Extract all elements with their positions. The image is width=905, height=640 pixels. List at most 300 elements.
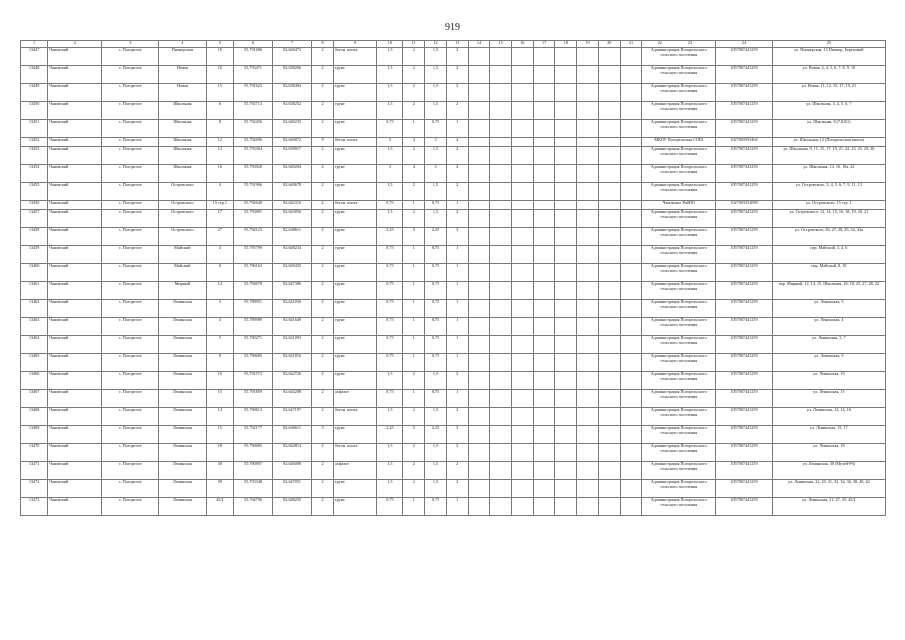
cell-empty: [468, 354, 490, 372]
cell-empty: [620, 210, 642, 228]
cell-inn: 1057007441259: [716, 102, 773, 120]
cell-empty: [512, 354, 534, 372]
cell-latitude: 55.790685: [233, 444, 272, 462]
cell-empty: [620, 120, 642, 138]
column-header-10: 10: [377, 41, 403, 48]
cell-empty: [577, 318, 599, 336]
cell-latitude: 55.789989: [233, 318, 272, 336]
cell-empty: [512, 336, 534, 354]
cell-district: Чановский: [48, 138, 102, 147]
cell-empty: [577, 372, 599, 390]
cell-empty: [533, 282, 555, 300]
cell-owner: Чановское РайПО: [642, 201, 716, 210]
cell-latitude: 55.793471: [233, 66, 272, 84]
cell-surface: бетон. плита: [333, 444, 376, 462]
cell-empty: [555, 246, 577, 264]
cell-surface: грунт: [333, 66, 376, 84]
cell-district: Чановский: [48, 462, 102, 480]
cell-surface: грунт: [333, 210, 376, 228]
cell-empty: [577, 390, 599, 408]
cell-col14: 2: [446, 444, 468, 462]
cell-col12: 2: [403, 372, 425, 390]
cell-empty: [533, 210, 555, 228]
cell-empty: [533, 480, 555, 498]
cell-empty: [555, 282, 577, 300]
cell-col8: 2: [312, 480, 334, 498]
cell-empty: [468, 120, 490, 138]
cell-empty: [533, 300, 555, 318]
cell-empty: [555, 336, 577, 354]
cell-col12: 2: [403, 102, 425, 120]
cell-number: 13449: [21, 84, 48, 102]
cell-address: ул. Ленинская, 4: [772, 318, 885, 336]
cell-empty: [620, 102, 642, 120]
cell-col8: 2: [312, 336, 334, 354]
column-header-2: 2: [48, 41, 102, 48]
cell-empty: [598, 165, 620, 183]
cell-col12: 2: [403, 183, 425, 201]
cell-number: 13460: [21, 264, 48, 282]
cell-latitude: 55.790613: [233, 408, 272, 426]
cell-col11: 1,5: [377, 210, 403, 228]
cell-col8: 2: [312, 354, 334, 372]
cell-col14: 2: [446, 147, 468, 165]
cell-district: Чановский: [48, 66, 102, 84]
cell-col11: 1,5: [377, 102, 403, 120]
cell-empty: [577, 84, 599, 102]
cell-empty: [468, 264, 490, 282]
cell-address: ул. Ленинская, 30 (Музей-Рб): [772, 462, 885, 480]
cell-surface: грунт: [333, 318, 376, 336]
table-row: [21, 138, 886, 147]
cell-inn: 1057007441259: [716, 228, 773, 246]
column-header-6: 6: [233, 41, 272, 48]
cell-col8: 2: [312, 390, 334, 408]
cell-longitude: 82.646008: [273, 462, 312, 480]
cell-empty: [620, 147, 642, 165]
cell-empty: [468, 426, 490, 444]
cell-surface: грунт: [333, 102, 376, 120]
cell-number: 13467: [21, 390, 48, 408]
cell-owner: Администрация Погорельского сельского поселения: [642, 84, 716, 102]
cell-inn: 1057007441259: [716, 210, 773, 228]
cell-empty: [555, 354, 577, 372]
cell-longitude: 82.640235: [273, 120, 312, 138]
cell-owner: Администрация Погорельского сельского поселения: [642, 120, 716, 138]
cell-inn: 1057007441259: [716, 444, 773, 462]
cell-col13: 0,75: [425, 120, 447, 138]
table-row: [21, 282, 886, 300]
table-row: [21, 84, 886, 102]
cell-surface: грунт: [333, 165, 376, 183]
cell-district: Чановский: [48, 228, 102, 246]
cell-empty: [490, 372, 512, 390]
cell-empty: [490, 138, 512, 147]
cell-village: с. Погорелое: [102, 336, 159, 354]
cell-district: Чановский: [48, 264, 102, 282]
cell-inn: 1057007441259: [716, 246, 773, 264]
cell-inn: 1057007441259: [716, 183, 773, 201]
cell-empty: [533, 462, 555, 480]
cell-surface: грунт: [333, 264, 376, 282]
cell-col12: 2: [403, 84, 425, 102]
cell-col12: 4: [403, 165, 425, 183]
cell-empty: [490, 147, 512, 165]
cell-col11: 2,25: [377, 228, 403, 246]
cell-empty: [620, 300, 642, 318]
cell-empty: [533, 84, 555, 102]
cell-owner: Администрация Погорельского сельского поселения: [642, 426, 716, 444]
cell-empty: [468, 282, 490, 300]
cell-col11: 0,75: [377, 264, 403, 282]
cell-empty: [468, 165, 490, 183]
cell-address: ул. Школьная, 9, 11, 15, 17, 19, 21, 22, 23, 25, 29, 30: [772, 147, 885, 165]
cell-house: 43/1: [206, 498, 233, 516]
cell-empty: [620, 246, 642, 264]
cell-inn: 1027003593464: [716, 138, 773, 147]
cell-empty: [555, 201, 577, 210]
cell-latitude: 55.791573: [233, 372, 272, 390]
cell-empty: [555, 300, 577, 318]
cell-surface: грунт: [333, 246, 376, 264]
cell-empty: [468, 48, 490, 66]
cell-col14: 2: [446, 48, 468, 66]
cell-empty: [533, 498, 555, 516]
table-row: [21, 318, 886, 336]
table-row: [21, 228, 886, 246]
column-header-21: 21: [620, 41, 642, 48]
cell-col8: 2: [312, 246, 334, 264]
cell-village: с. Погорелое: [102, 318, 159, 336]
cell-empty: [533, 165, 555, 183]
cell-col8: 2: [312, 102, 334, 120]
cell-empty: [490, 84, 512, 102]
cell-house: 15: [206, 84, 233, 102]
cell-col8: 2: [312, 498, 334, 516]
cell-col11: 3: [377, 138, 403, 147]
cell-empty: [468, 66, 490, 84]
cell-col11: 1,5: [377, 48, 403, 66]
column-header-5: 5: [206, 41, 233, 48]
cell-house: 4: [206, 318, 233, 336]
cell-empty: [598, 372, 620, 390]
cell-empty: [555, 66, 577, 84]
cell-empty: [533, 66, 555, 84]
cell-village: с. Погорелое: [102, 354, 159, 372]
column-header-9: 9: [333, 41, 376, 48]
cell-empty: [512, 426, 534, 444]
cell-empty: [533, 372, 555, 390]
cell-col14: 2: [446, 84, 468, 102]
cell-empty: [512, 228, 534, 246]
cell-col14: 1: [446, 264, 468, 282]
cell-col8: 9: [312, 138, 334, 147]
cell-address: ул. Ленинская, 12, 14, 16: [772, 408, 885, 426]
cell-empty: [512, 264, 534, 282]
cell-house: 17: [206, 210, 233, 228]
cell-number: 13458: [21, 228, 48, 246]
cell-house: 39: [206, 480, 233, 498]
cell-col14: 2: [446, 372, 468, 390]
cell-col8: 2: [312, 120, 334, 138]
cell-number: 13453: [21, 147, 48, 165]
cell-empty: [555, 498, 577, 516]
cell-surface: грунт: [333, 120, 376, 138]
cell-address: ул. Новая, 11, 12, 15, 17, 19, 21: [772, 84, 885, 102]
cell-empty: [577, 102, 599, 120]
cell-latitude: 55.793920: [233, 165, 272, 183]
cell-empty: [468, 210, 490, 228]
cell-empty: [533, 201, 555, 210]
cell-house: 15: [206, 426, 233, 444]
cell-col8: 2: [312, 66, 334, 84]
cell-empty: [555, 120, 577, 138]
cell-col12: 1: [403, 318, 425, 336]
cell-district: Чановский: [48, 390, 102, 408]
cell-house: 4: [206, 183, 233, 201]
cell-empty: [512, 66, 534, 84]
cell-col14: 1: [446, 300, 468, 318]
cell-empty: [490, 228, 512, 246]
cell-col12: 3: [403, 426, 425, 444]
cell-empty: [512, 372, 534, 390]
cell-house: 15: [206, 390, 233, 408]
cell-number: 13471: [21, 462, 48, 480]
cell-street: Пионерская: [158, 48, 206, 66]
table-row: [21, 66, 886, 84]
cell-empty: [468, 300, 490, 318]
cell-owner: Администрация Погорельского сельского поселения: [642, 66, 716, 84]
cell-latitude: 55.790897: [233, 462, 272, 480]
cell-empty: [598, 147, 620, 165]
cell-empty: [490, 48, 512, 66]
cell-street: Мирный: [158, 282, 206, 300]
table-row: [21, 336, 886, 354]
cell-number: 13465: [21, 354, 48, 372]
cell-village: с. Погорелое: [102, 66, 159, 84]
cell-col14: 1: [446, 120, 468, 138]
cell-empty: [512, 480, 534, 498]
cell-col13: 3: [425, 138, 447, 147]
cell-empty: [555, 444, 577, 462]
cell-col11: 0,75: [377, 498, 403, 516]
cell-col14: 1: [446, 498, 468, 516]
cell-owner: Администрация Погорельского сельского поселения: [642, 102, 716, 120]
cell-col8: 2: [312, 147, 334, 165]
cell-longitude: 82.647051: [273, 480, 312, 498]
cell-empty: [468, 444, 490, 462]
cell-address: ул. Островского, 12, 14, 15, 16, 18, 19, 20, 21: [772, 210, 885, 228]
cell-empty: [555, 426, 577, 444]
cell-address: ул. Пионерская, 13 Пионер, Березовый: [772, 48, 885, 66]
cell-address: ул. Ленинская, 3: [772, 300, 885, 318]
cell-district: Чановский: [48, 336, 102, 354]
cell-col12: 1: [403, 336, 425, 354]
table-row: [21, 498, 886, 516]
cell-number: 13454: [21, 165, 48, 183]
cell-owner: Администрация Погорельского сельского поселения: [642, 354, 716, 372]
cell-number: 13448: [21, 66, 48, 84]
cell-col11: 0,75: [377, 390, 403, 408]
cell-col14: 2: [446, 66, 468, 84]
table-row: [21, 390, 886, 408]
cell-col14: 1: [446, 246, 468, 264]
cell-address: ул. Островского, 3, 4, 5, 6, 7, 9, 11, 13: [772, 183, 885, 201]
cell-col12: 4: [403, 138, 425, 147]
cell-col13: 1,5: [425, 183, 447, 201]
cell-empty: [577, 165, 599, 183]
cell-village: с. Погорелое: [102, 210, 159, 228]
cell-inn: 1057007441259: [716, 372, 773, 390]
cell-empty: [512, 246, 534, 264]
cell-col8: 2: [312, 300, 334, 318]
cell-col12: 1: [403, 264, 425, 282]
cell-street: Школьная: [158, 138, 206, 147]
cell-empty: [468, 498, 490, 516]
cell-empty: [555, 102, 577, 120]
cell-empty: [555, 165, 577, 183]
cell-number: 13472: [21, 480, 48, 498]
cell-house: 19: [206, 48, 233, 66]
cell-col8: 2: [312, 48, 334, 66]
cell-house: 14: [206, 408, 233, 426]
cell-col11: 0,75: [377, 336, 403, 354]
cell-empty: [490, 102, 512, 120]
cell-surface: грунт: [333, 183, 376, 201]
cell-col12: 2: [403, 66, 425, 84]
cell-empty: [490, 120, 512, 138]
cell-empty: [598, 210, 620, 228]
cell-empty: [598, 264, 620, 282]
cell-empty: [512, 282, 534, 300]
cell-empty: [577, 336, 599, 354]
cell-street: Майский: [158, 246, 206, 264]
cell-empty: [533, 102, 555, 120]
cell-col8: 2: [312, 372, 334, 390]
cell-inn: 1057007441259: [716, 48, 773, 66]
cell-col11: 1,5: [377, 444, 403, 462]
cell-empty: [512, 138, 534, 147]
cell-street: Ленинская: [158, 408, 206, 426]
cell-empty: [577, 246, 599, 264]
cell-empty: [577, 201, 599, 210]
cell-empty: [490, 444, 512, 462]
cell-empty: [555, 264, 577, 282]
cell-owner: Администрация Погорельского сельского поселения: [642, 372, 716, 390]
table-row: [21, 462, 886, 480]
cell-surface: грунт: [333, 336, 376, 354]
cell-house: 12: [206, 138, 233, 147]
cell-empty: [577, 264, 599, 282]
cell-village: с. Погорелое: [102, 102, 159, 120]
cell-house: 4: [206, 246, 233, 264]
cell-col11: 1,5: [377, 408, 403, 426]
cell-longitude: 82.647197: [273, 408, 312, 426]
cell-district: Чановский: [48, 84, 102, 102]
cell-district: Чановский: [48, 282, 102, 300]
cell-empty: [577, 462, 599, 480]
cell-empty: [512, 498, 534, 516]
cell-inn: 1057007441259: [716, 282, 773, 300]
cell-empty: [512, 210, 534, 228]
cell-col13: 0,75: [425, 246, 447, 264]
cell-longitude: 82.648255: [273, 498, 312, 516]
cell-surface: грунт: [333, 372, 376, 390]
cell-col14: 1: [446, 354, 468, 372]
cell-street: Новая: [158, 84, 206, 102]
cell-inn: 1057007441259: [716, 462, 773, 480]
cell-empty: [533, 246, 555, 264]
cell-owner: Администрация Погорельского сельского поселения: [642, 480, 716, 498]
column-header-1: 1: [21, 41, 48, 48]
cell-inn: 1057007441259: [716, 84, 773, 102]
cell-col12: 1: [403, 120, 425, 138]
cell-empty: [620, 372, 642, 390]
cell-inn: 1057007441259: [716, 390, 773, 408]
cell-col13: 1,5: [425, 48, 447, 66]
cell-empty: [598, 336, 620, 354]
cell-district: Чановский: [48, 102, 102, 120]
cell-inn: 1057007441259: [716, 354, 773, 372]
cell-col13: 0,75: [425, 498, 447, 516]
cell-village: с. Погорелое: [102, 246, 159, 264]
cell-empty: [620, 408, 642, 426]
cell-col14: 3: [446, 426, 468, 444]
cell-empty: [512, 84, 534, 102]
cell-col11: 0,75: [377, 318, 403, 336]
cell-number: 13450: [21, 102, 48, 120]
cell-empty: [533, 48, 555, 66]
cell-empty: [577, 48, 599, 66]
cell-empty: [533, 138, 555, 147]
cell-house: 8: [206, 120, 233, 138]
cell-col8: 2: [312, 264, 334, 282]
cell-address: ул. Ленинская, 15, 17: [772, 426, 885, 444]
cell-address: ул. Ленинская, 18: [772, 444, 885, 462]
cell-surface: грунт: [333, 282, 376, 300]
cell-number: 13461: [21, 282, 48, 300]
cell-empty: [620, 282, 642, 300]
cell-house: 9: [206, 354, 233, 372]
cell-street: Ленинская: [158, 354, 206, 372]
cell-village: с. Погорелое: [102, 408, 159, 426]
cell-village: с. Погорелое: [102, 462, 159, 480]
table-row: [21, 372, 886, 390]
cell-latitude: 55.791859: [233, 390, 272, 408]
cell-col11: 1,5: [377, 66, 403, 84]
cell-latitude: 55.791686: [233, 48, 272, 66]
cell-address: ул. Островского, 26, 27, 28, 29, 34, 34а: [772, 228, 885, 246]
cell-empty: [490, 462, 512, 480]
cell-col14: 1: [446, 201, 468, 210]
cell-district: Чановский: [48, 120, 102, 138]
cell-col13: 0,75: [425, 300, 447, 318]
cell-district: Чановский: [48, 147, 102, 165]
cell-empty: [620, 498, 642, 516]
cell-empty: [490, 66, 512, 84]
cell-col13: 0,75: [425, 264, 447, 282]
cell-street: Ленинская: [158, 372, 206, 390]
cell-col14: 2: [446, 102, 468, 120]
cell-surface: грунт: [333, 354, 376, 372]
cell-street: Островского: [158, 183, 206, 201]
cell-empty: [577, 498, 599, 516]
cell-empty: [533, 408, 555, 426]
cell-house: 30: [206, 462, 233, 480]
cell-col14: 1: [446, 390, 468, 408]
cell-address: ул. Школьная, 12 (Погорельская школа): [772, 138, 885, 147]
cell-surface: асфальт: [333, 390, 376, 408]
